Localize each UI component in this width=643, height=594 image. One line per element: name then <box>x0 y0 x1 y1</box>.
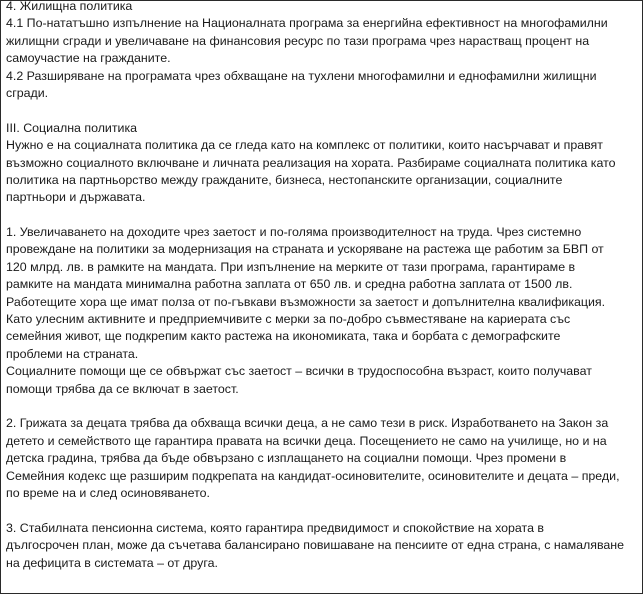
paragraph-pension <box>6 520 638 572</box>
text-line: детето и семейството ще гарантира правата на всички деца. Посещението не само на училище, но и на <box>6 433 607 448</box>
text-line: Семейния кодекс ще разширим подкрепата на кандидат-осиновителите, осиновителите и децата – преди, <box>6 468 620 483</box>
text-line: семейния живот, ще подкрепим както растежа на икономиката, така и борбата с демографските <box>6 329 561 344</box>
text-line: партньори и държавата. <box>6 190 146 205</box>
text-line: 2. Грижата за децата трябва да обхваща всички деца, а не само тези в риск. Изработването на Закон за <box>6 416 609 431</box>
paragraph-gap <box>6 502 638 519</box>
text-line: Като улесним активните и предприемчивите с мерки за по-добро съвместяване на кариерата със <box>6 312 571 327</box>
text-line: 120 млрд. лв. в рамките на мандата. При изпълнение на мерките от тази програма, гарантираме в <box>6 259 576 274</box>
text-line: самоучастие на гражданите. <box>6 51 171 66</box>
text-line: жилищни сгради и увеличаване на финансовия ресурс по тази програма чрез нарастващ процент на <box>6 33 590 48</box>
text-line: възможно социалното включване и личната реализация на хората. Разбираме социалната политика като <box>6 155 616 170</box>
text-line: рамките на мандата минимална работна заплата от 650 лв. и средна работна заплата от 1500 лв. <box>6 277 573 292</box>
text-line: Работещите хора ще имат полза от по-гъвкави възможности за заетост и допълнителна квалификация. <box>6 294 606 309</box>
text-line: 4.1 По-нататъшно изпълнение на Националната програма за енергийна ефективност на многофамилни <box>6 16 608 31</box>
text-line: проблеми на страната. <box>6 346 139 361</box>
text-line: провеждане на политики за модернизация на страната и ускоряване на растежа ще работим за БВП от <box>6 242 604 257</box>
text-line: Социалните помощи ще се обвържат със заетост – всички в трудоспособна възраст, които получават <box>6 364 592 379</box>
text-line: детска градина, трябва да бъде обвързано с изплащането на социални помощи. Чрез промени в <box>6 451 567 466</box>
text-line: 3. Стабилната пенсионна система, която гарантира предвидимост и спокойствие на хората в <box>6 520 544 535</box>
paragraph-gap <box>6 398 638 415</box>
section-social-policy <box>6 120 638 207</box>
section-heading: 4. Жилищна политика <box>6 0 133 13</box>
text-line: политика на партньорство между гражданите, бизнеса, нестопанските организации, социалните <box>6 172 563 187</box>
paragraph-children <box>6 415 638 502</box>
text-line: Нужно е на социалната политика да се гледа като на комплекс от политики, които насърчават и правят <box>6 138 603 153</box>
text-line: 4.2 Разширяване на програмата чрез обхващане на тухлени многофамилни и еднофамилни жилищни <box>6 68 597 83</box>
text-line: дългосрочен план, може да съчетава балансирано повишаване на пенсиите от една страна, с намаляване <box>6 538 625 553</box>
document-text <box>6 0 638 572</box>
paragraph-gap <box>6 102 638 119</box>
text-line: на дефицита в системата – от друга. <box>6 555 218 570</box>
text-line: сгради. <box>6 85 49 100</box>
paragraph-income <box>6 224 638 398</box>
text-line: по време на и след осиновяването. <box>6 485 210 500</box>
section-heading: III. Социална политика <box>6 120 138 135</box>
paragraph-gap <box>6 207 638 224</box>
text-line: 1. Увеличаването на доходите чрез заетост и по-голяма производителност на труда. Чрез системно <box>6 225 582 240</box>
section-housing-policy <box>6 0 638 102</box>
text-line: помощи трябва да се включат в заетост. <box>6 381 239 396</box>
